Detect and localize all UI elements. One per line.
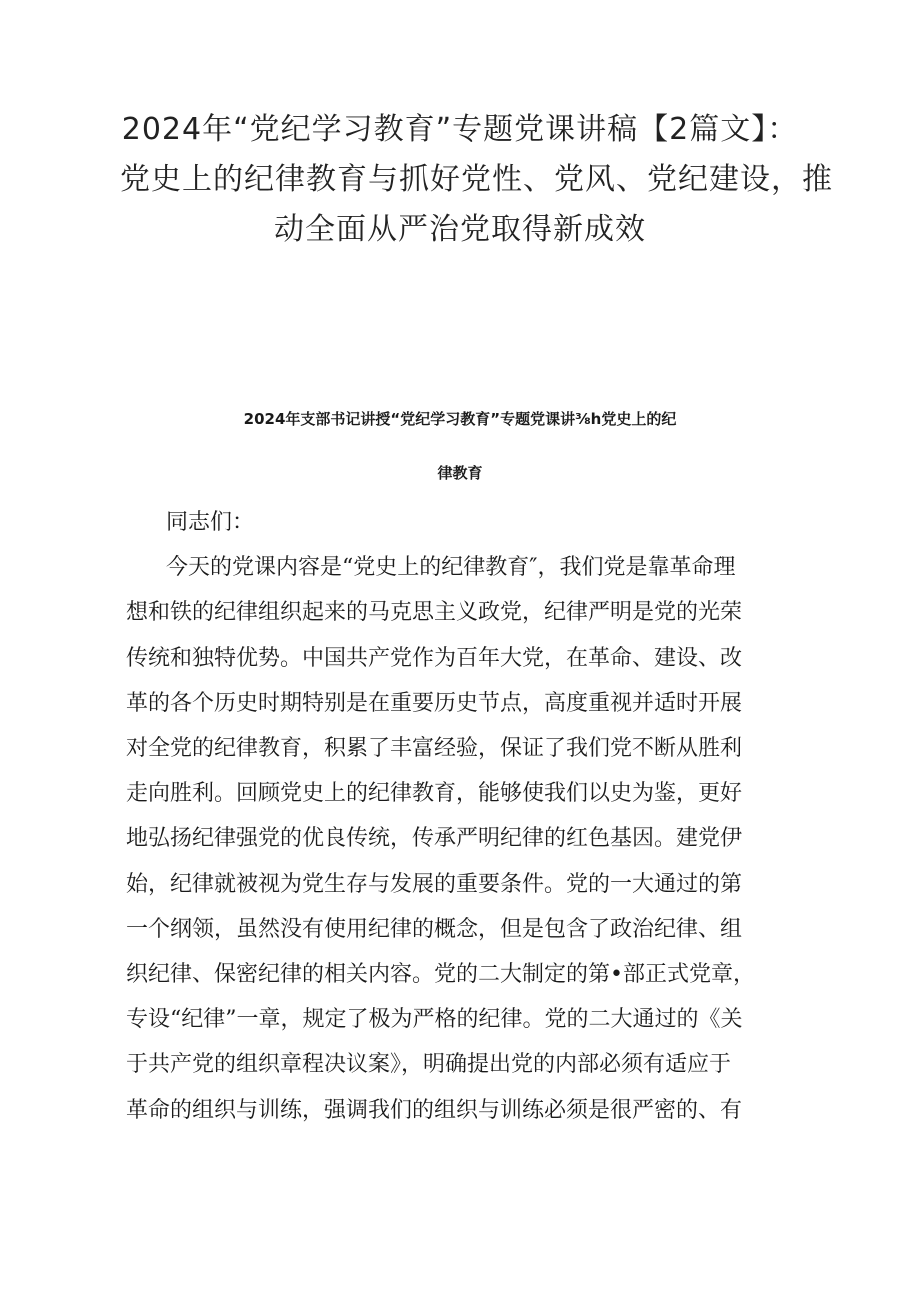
title-line: 动全面从严治党取得新成效 [274,212,646,247]
section-title-line: 律教育 [437,464,483,482]
section-title [130,392,790,500]
paragraph-line: 走向胜利。回顾党史上的纪律教育，能够使我们以史为鉴，更好 [126,781,743,807]
title-line: 2024年“党纪学习教育”专题党课讲稿【2篇文】： [121,112,799,147]
document-title [120,105,833,255]
paragraph-line: 织纪律、保密纪律的相关内容。党的二大制定的第•部正式党章， [126,962,755,988]
paragraph-line: 始，纪律就被视为党生存与发展的重要条件。党的一大通过的第 [126,871,743,897]
salutation: 同志们： [166,510,255,535]
paragraph-line: 革命的组织与训练，强调我们的组织与训练必须是很严密的、有 [126,1097,743,1123]
paragraph-line: 于共产党的组织章程决议案》，明确提出党的内部必须有适应于 [126,1052,732,1078]
title-line: 党史上的纪律教育与抓好党性、党风、党纪建设，推 [120,162,833,197]
section-title-line: 2024年支部书记讲授“党纪学习教育”专题党课讲⅜h党史上的纪 [243,410,677,428]
paragraph-line: 专设“纪律”一章，规定了极为严格的纪律。党的二大通过的《关 [126,1007,743,1033]
body-text [126,500,796,1133]
paragraph-line: 革的各个历史时期特别是在重要历史节点，高度重视并适时开展 [126,690,743,716]
paragraph-line: 想和铁的纪律组织起来的马克思主义政党，纪律严明是党的光荣 [126,600,743,626]
paragraph-line: 对全党的纪律教育，积累了丰富经验，保证了我们党不断从胜利 [126,736,743,762]
paragraph-line: 今天的党课内容是“党史上的纪律教育″，我们党是靠革命理 [166,555,736,581]
paragraph-line: 地弘扬纪律强党的优良传统，传承严明纪律的红色基因。建党伊 [126,826,743,852]
paragraph-line: 一个纲领，虽然没有使用纪律的概念，但是包含了政治纪律、组 [126,916,743,942]
paragraph-line: 传统和独特优势。中国共产党作为百年大党，在革命、建设、改 [126,645,743,671]
